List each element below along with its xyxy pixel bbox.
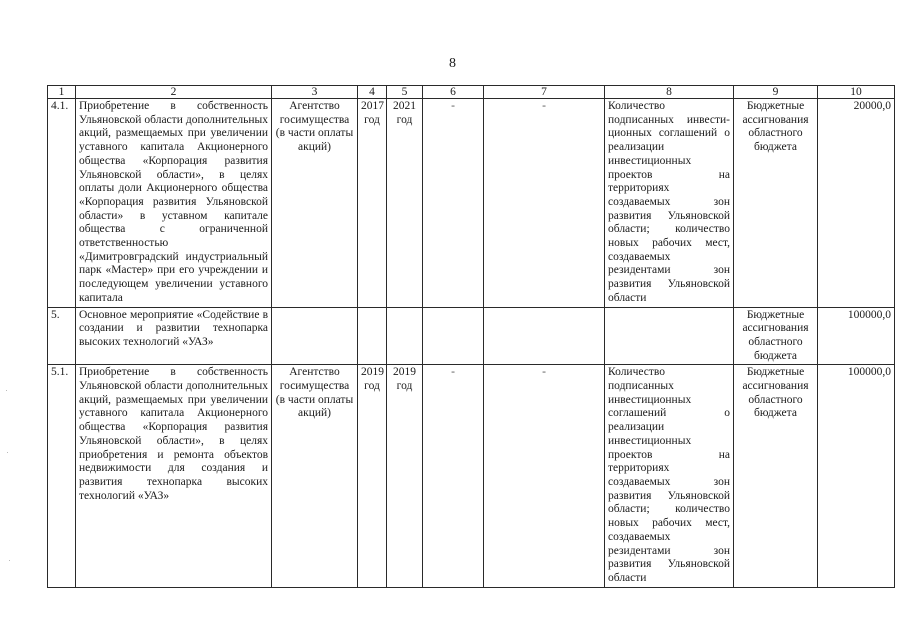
scan-speck <box>9 560 10 561</box>
column-header: 8 <box>605 86 734 99</box>
column-header: 2 <box>76 86 272 99</box>
column-7-value <box>484 307 605 365</box>
target-indicators: Количество подписанных инвестиционных соглашений о реализации инвестиционных проектов на территориях создаваемых зон развития Ульяновской области; количество новых рабочих мест, создаваемых резидентами зон развития Ульяновской области <box>605 365 734 587</box>
column-header: 7 <box>484 86 605 99</box>
column-header: 9 <box>734 86 818 99</box>
measure-name: Приобретение в собственность Ульяновской области дополнительных акций, размещаемых при увеличении уставного капитала Акционерного общества «Корпорация развития Ульяновской области», в целях приобретения и ремонта объектов недвижимости для создания и развития технопарка высоких технологий «УАЗ» <box>76 365 272 587</box>
column-header: 4 <box>358 86 387 99</box>
column-6-value <box>423 307 484 365</box>
program-measures-table <box>47 85 895 588</box>
column-number-row <box>48 86 895 99</box>
funding-amount: 20000,0 <box>818 99 895 308</box>
column-6-value: - <box>423 365 484 587</box>
start-year: 2019 год <box>358 365 387 587</box>
table-row <box>48 307 895 365</box>
column-header: 1 <box>48 86 76 99</box>
end-year: 2019 год <box>387 365 423 587</box>
page-number: 8 <box>449 56 456 71</box>
column-header: 10 <box>818 86 895 99</box>
column-header: 6 <box>423 86 484 99</box>
column-header: 5 <box>387 86 423 99</box>
start-year <box>358 307 387 365</box>
funding-source: Бюджетные ассигнования областного бюджета <box>734 307 818 365</box>
executor: Агентство госимущества (в части оплаты акций) <box>272 99 358 308</box>
end-year <box>387 307 423 365</box>
row-number: 4.1. <box>48 99 76 308</box>
funding-amount: 100000,0 <box>818 365 895 587</box>
column-7-value: - <box>484 365 605 587</box>
column-header: 3 <box>272 86 358 99</box>
target-indicators: Количество подписанных инвести-ционных соглашений о реализации инвестиционных проектов на территориях создаваемых зон развития Ульяновской области; количество новых рабочих мест, создаваемых резидентами зон развития Ульяновской области <box>605 99 734 308</box>
row-number: 5.1. <box>48 365 76 587</box>
funding-source: Бюджетные ассигнования областного бюджета <box>734 365 818 587</box>
funding-source: Бюджетные ассигнования областного бюджета <box>734 99 818 308</box>
start-year: 2017 год <box>358 99 387 308</box>
executor: Агентство госимущества (в части оплаты акций) <box>272 365 358 587</box>
row-number: 5. <box>48 307 76 365</box>
measure-name: Основное мероприятие «Содействие в создании и развитии технопарка высоких технологий «УАЗ» <box>76 307 272 365</box>
executor <box>272 307 358 365</box>
column-7-value: - <box>484 99 605 308</box>
funding-amount: 100000,0 <box>818 307 895 365</box>
table-row <box>48 99 895 308</box>
scan-speck <box>6 390 7 391</box>
measure-name: Приобретение в собственность Ульяновской области дополнительных акций, размещаемых при увеличении уставного капитала Акционерного общества «Корпорация развития Ульяновской области», в целях оплаты доли Акционерного общества «Корпорация развития Ульяновской области» в уставном капитале общества с ограниченной ответственностью «Димитровградский индустриальный парк «Мастер» при его учреждении и последующем увеличении уставного капитала <box>76 99 272 308</box>
end-year: 2021 год <box>387 99 423 308</box>
target-indicators <box>605 307 734 365</box>
column-6-value: - <box>423 99 484 308</box>
table-row <box>48 365 895 587</box>
scan-speck <box>7 452 8 453</box>
